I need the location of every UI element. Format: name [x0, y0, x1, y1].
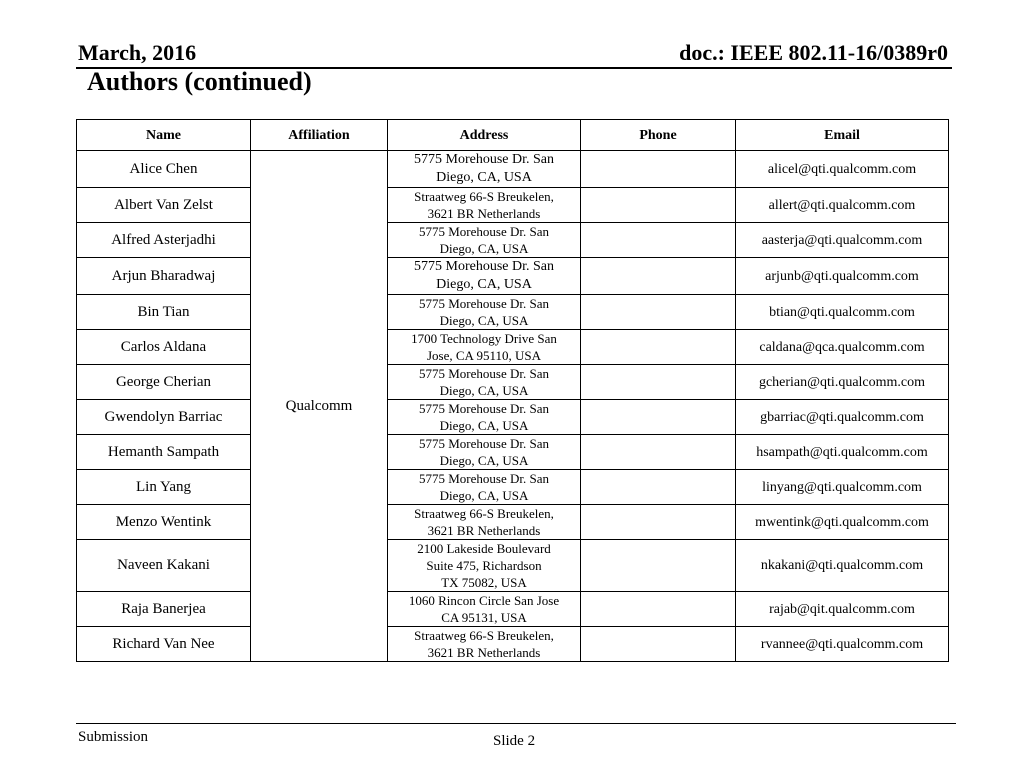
- author-address: [388, 330, 581, 365]
- address-line: 5775 Morehouse Dr. San: [419, 296, 549, 311]
- author-name: Lin Yang: [77, 470, 251, 505]
- address-line: Straatweg 66-S Breukelen,: [414, 189, 554, 204]
- author-email: aasterja@qti.qualcomm.com: [736, 223, 949, 258]
- author-phone: [581, 365, 736, 400]
- author-address: [388, 365, 581, 400]
- address-line: Diego, CA, USA: [436, 170, 532, 185]
- address-line: 5775 Morehouse Dr. San: [419, 366, 549, 381]
- author-name: Albert Van Zelst: [77, 188, 251, 223]
- address-line: Straatweg 66-S Breukelen,: [414, 506, 554, 521]
- author-email: allert@qti.qualcomm.com: [736, 188, 949, 223]
- table-header-row: [77, 120, 949, 151]
- author-email: nkakani@qti.qualcomm.com: [736, 540, 949, 592]
- author-address: [388, 188, 581, 223]
- address-line: 5775 Morehouse Dr. San: [414, 152, 554, 167]
- author-phone: [581, 223, 736, 258]
- table-row: [77, 295, 949, 330]
- author-affiliation: Qualcomm: [251, 151, 388, 662]
- footer-divider: [76, 723, 956, 724]
- author-name: George Cherian: [77, 365, 251, 400]
- address-line: Diego, CA, USA: [439, 241, 529, 256]
- author-phone: [581, 330, 736, 365]
- author-email: caldana@qca.qualcomm.com: [736, 330, 949, 365]
- address-line: 3621 BR Netherlands: [427, 645, 541, 660]
- author-phone: [581, 188, 736, 223]
- author-address: [388, 470, 581, 505]
- author-email: alicel@qti.qualcomm.com: [736, 151, 949, 188]
- table-row: [77, 505, 949, 540]
- address-line: Diego, CA, USA: [439, 488, 529, 503]
- author-name: Carlos Aldana: [77, 330, 251, 365]
- table-row: [77, 365, 949, 400]
- author-email: btian@qti.qualcomm.com: [736, 295, 949, 330]
- footer-submission: Submission: [78, 729, 149, 745]
- author-email: linyang@qti.qualcomm.com: [736, 470, 949, 505]
- author-address: [388, 258, 581, 295]
- author-phone: [581, 540, 736, 592]
- column-header-address: Address: [388, 120, 581, 151]
- author-name: Menzo Wentink: [77, 505, 251, 540]
- address-line: 1060 Rincon Circle San Jose: [408, 593, 560, 608]
- author-email: gbarriac@qti.qualcomm.com: [736, 400, 949, 435]
- author-name: Naveen Kakani: [77, 540, 251, 592]
- address-line: Straatweg 66-S Breukelen,: [414, 628, 554, 643]
- author-name: Richard Van Nee: [77, 627, 251, 662]
- author-email: mwentink@qti.qualcomm.com: [736, 505, 949, 540]
- address-line: Diego, CA, USA: [439, 453, 529, 468]
- table-row: [77, 223, 949, 258]
- table-row: [77, 540, 949, 592]
- page-title: Authors (continued): [87, 67, 312, 96]
- author-name: Gwendolyn Barriac: [77, 400, 251, 435]
- address-line: Diego, CA, USA: [439, 418, 529, 433]
- address-line: Diego, CA, USA: [439, 313, 529, 328]
- author-phone: [581, 592, 736, 627]
- author-email: hsampath@qti.qualcomm.com: [736, 435, 949, 470]
- address-line: TX 75082, USA: [441, 575, 527, 590]
- address-line: 5775 Morehouse Dr. San: [419, 401, 549, 416]
- author-email: rvannee@qti.qualcomm.com: [736, 627, 949, 662]
- table-row: [77, 330, 949, 365]
- table-row: [77, 400, 949, 435]
- author-address: [388, 295, 581, 330]
- column-header-phone: Phone: [581, 120, 736, 151]
- author-address: [388, 435, 581, 470]
- author-email: rajab@qit.qualcomm.com: [736, 592, 949, 627]
- column-header-affiliation: Affiliation: [251, 120, 388, 151]
- address-line: 5775 Morehouse Dr. San: [414, 259, 554, 274]
- address-line: 5775 Morehouse Dr. San: [419, 224, 549, 239]
- slide-number: Slide 2: [493, 733, 536, 749]
- address-line: Diego, CA, USA: [439, 383, 529, 398]
- author-address: [388, 505, 581, 540]
- author-name: Alfred Asterjadhi: [77, 223, 251, 258]
- author-phone: [581, 435, 736, 470]
- author-address: [388, 540, 581, 592]
- author-name: Alice Chen: [77, 151, 251, 188]
- author-address: [388, 223, 581, 258]
- author-address: [388, 627, 581, 662]
- author-name: Bin Tian: [77, 295, 251, 330]
- address-line: 1700 Technology Drive San: [411, 331, 557, 346]
- author-email: arjunb@qti.qualcomm.com: [736, 258, 949, 295]
- table-body: [77, 151, 949, 662]
- author-address: [388, 151, 581, 188]
- address-line: Jose, CA 95110, USA: [426, 348, 541, 363]
- address-line: CA 95131, USA: [441, 610, 527, 625]
- author-name: Arjun Bharadwaj: [77, 258, 251, 295]
- address-line: 3621 BR Netherlands: [427, 523, 541, 538]
- address-line: 3621 BR Netherlands: [427, 206, 541, 221]
- address-line: Suite 475, Richardson: [426, 558, 542, 573]
- authors-table: [76, 119, 949, 662]
- table-row: [77, 188, 949, 223]
- table-row: [77, 627, 949, 662]
- author-name: Raja Banerjea: [77, 592, 251, 627]
- author-phone: [581, 151, 736, 188]
- column-header-email: Email: [736, 120, 949, 151]
- author-phone: [581, 400, 736, 435]
- table-row: [77, 258, 949, 295]
- table-row: [77, 151, 949, 188]
- author-phone: [581, 295, 736, 330]
- author-phone: [581, 505, 736, 540]
- address-line: 2100 Lakeside Boulevard: [417, 541, 551, 556]
- table-row: [77, 470, 949, 505]
- author-address: [388, 400, 581, 435]
- column-header-name: Name: [77, 120, 251, 151]
- author-phone: [581, 627, 736, 662]
- author-name: Hemanth Sampath: [77, 435, 251, 470]
- author-email: gcherian@qti.qualcomm.com: [736, 365, 949, 400]
- author-phone: [581, 470, 736, 505]
- author-address: [388, 592, 581, 627]
- table-row: [77, 435, 949, 470]
- header-doc-id: doc.: IEEE 802.11-16/0389r0: [679, 40, 948, 65]
- address-line: Diego, CA, USA: [436, 277, 532, 292]
- author-phone: [581, 258, 736, 295]
- header-date: March, 2016: [78, 40, 197, 65]
- address-line: 5775 Morehouse Dr. San: [419, 436, 549, 451]
- address-line: 5775 Morehouse Dr. San: [419, 471, 549, 486]
- table-row: [77, 592, 949, 627]
